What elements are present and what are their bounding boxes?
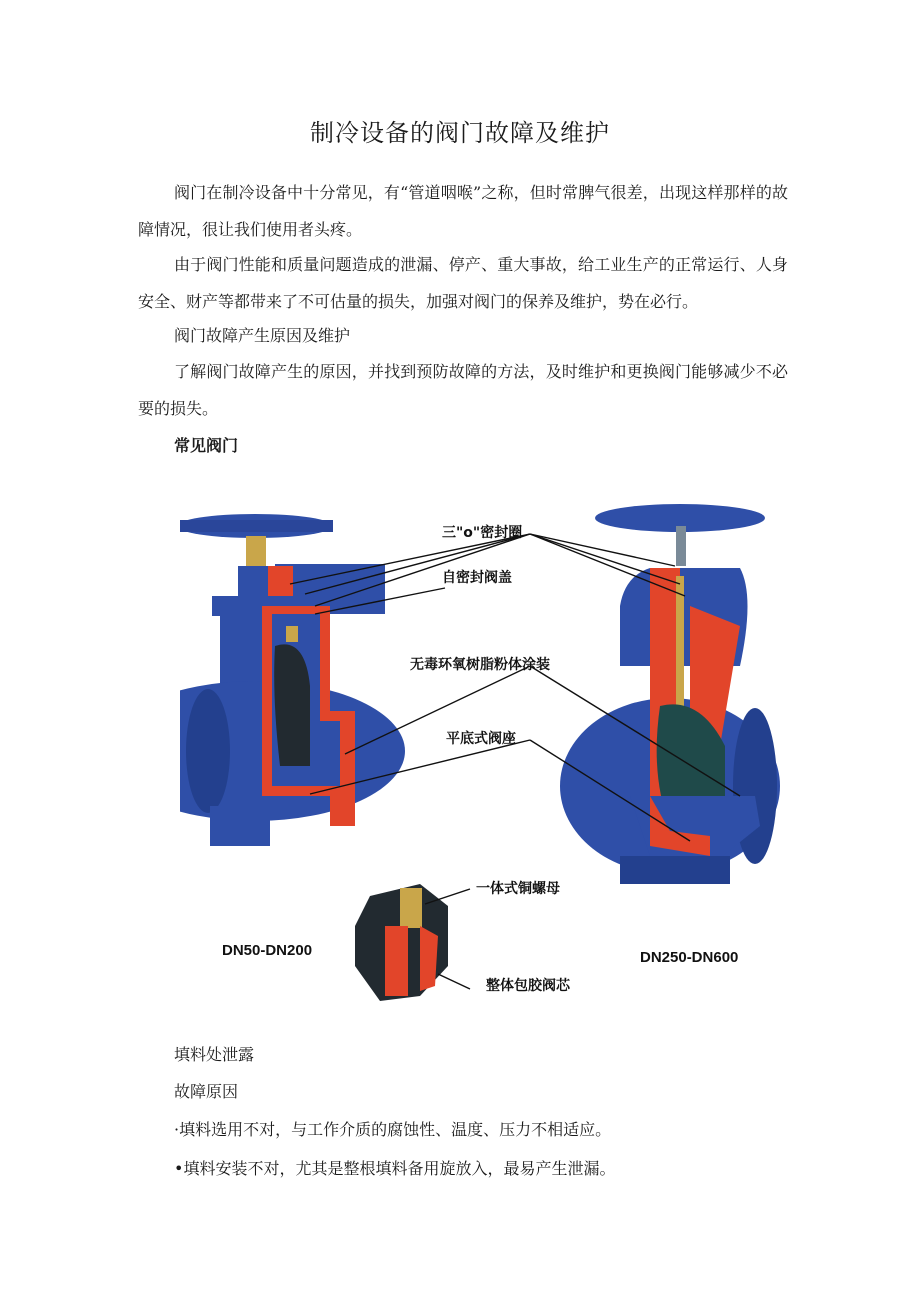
paragraph-intro: 阀门在制冷设备中十分常见，有“管道咽喉”之称，但时常脾气很差，出现这样那样的故障情况，很让我们使用者头疼。 [138,183,788,239]
label-rubber-core: 整体包胶阀芯 [486,978,570,994]
label-copper-nut: 一体式铜螺母 [476,881,560,897]
label-dn-small: DN50-DN200 [222,942,313,959]
paragraph-losses: 由于阀门性能和质量问题造成的泄漏、停产、重大事故，给工业生产的正常运行、人身安全、财产等都带来了不可估量的损失，加强对阀门的保养及维护，势在必行。 [138,255,788,311]
label-flat-seat: 平底式阀座 [446,731,516,747]
heading-fault-cause: 故障原因 [174,1082,239,1101]
heading-common-valves: 常见阀门 [174,436,239,455]
label-dn-large: DN250-DN600 [640,949,739,966]
label-epoxy-coating: 无毒环氧树脂粉体涂装 [410,657,550,673]
large-valve-drawing [560,504,780,884]
paragraph-prevention: 了解阀门故障产生的原因，并找到预防故障的方法，及时维护和更换阀门能够减少不必要的损失。 [138,362,788,418]
small-valve-drawing [180,514,405,846]
bullet-packing-selection: ·填料选用不对，与工作介质的腐蚀性、温度、压力不相适应。 [174,1120,612,1139]
valve-diagram [180,496,780,1024]
label-o-rings: 三"o"密封圈 [442,525,523,541]
heading-packing-leak: 填料处泄露 [174,1045,255,1064]
label-self-seal-bonnet: 自密封阀盖 [442,570,512,586]
heading-causes: 阀门故障产生原因及维护 [174,326,351,345]
bullet-packing-installation: •填料安装不对，尤其是整根填料备用旋放入，最易产生泄漏。 [174,1159,616,1178]
document-title: 制冷设备的阀门故障及维护 [310,119,610,147]
valve-illustration [180,496,780,1024]
